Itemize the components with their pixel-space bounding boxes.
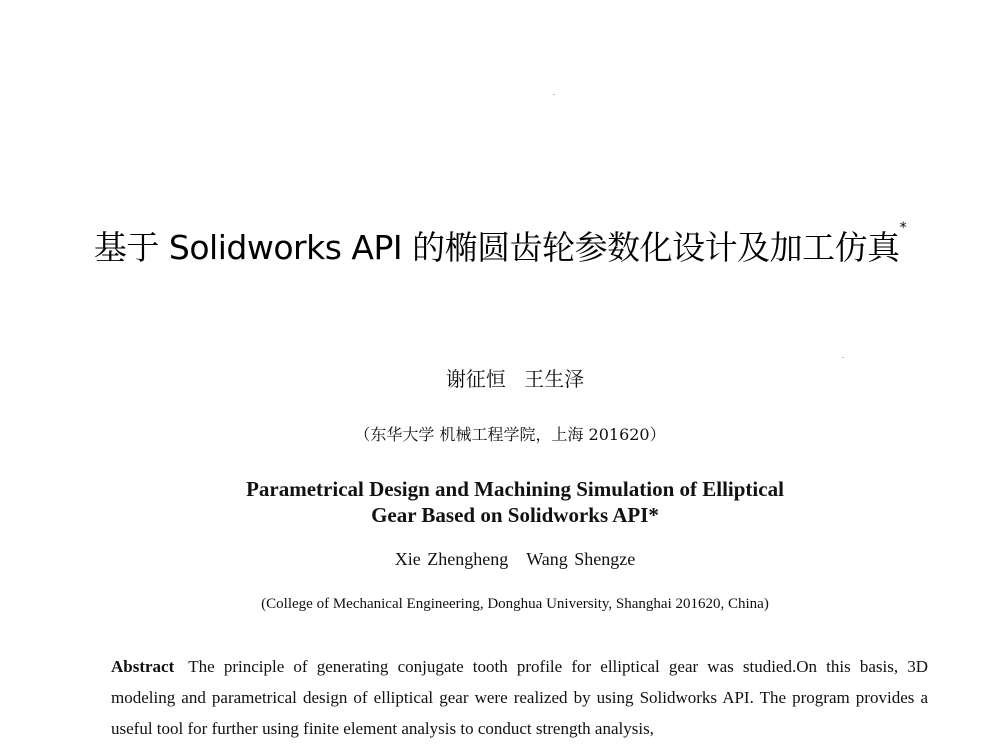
chinese-authors: 谢征恒 王生泽 [445, 367, 585, 391]
title-footnote-marker: * [899, 220, 907, 236]
author-name: Wang Shengze [526, 549, 636, 569]
chinese-title-text: 基于 Solidworks API 的椭圆齿轮参数化设计及加工仿真 [93, 228, 900, 267]
scan-speck [842, 357, 844, 358]
english-title [0, 476, 1000, 528]
english-title-line2: Gear Based on Solidworks API* [371, 503, 659, 527]
english-title-line1: Parametrical Design and Machining Simulation of Elliptical [246, 477, 784, 501]
abstract-label: Abstract [111, 657, 175, 676]
abstract [111, 651, 928, 744]
abstract-text: The principle of generating conjugate tooth profile for elliptical gear was studied.On this basis, 3D modeling and parametrical design of elliptical gear were realized by using Solidworks API. The program provides a useful tool for further using finite element analysis to conduct strength analysis, [111, 657, 928, 738]
scan-speck [553, 94, 555, 95]
chinese-affiliation: （东华大学 机械工程学院，上海 201620） [354, 425, 666, 444]
chinese-title [0, 222, 1000, 269]
english-authors [0, 549, 1000, 570]
author-name: Xie Zhengheng [394, 549, 509, 569]
english-affiliation: (College of Mechanical Engineering, Donghua University, Shanghai 201620, China) [261, 596, 769, 612]
